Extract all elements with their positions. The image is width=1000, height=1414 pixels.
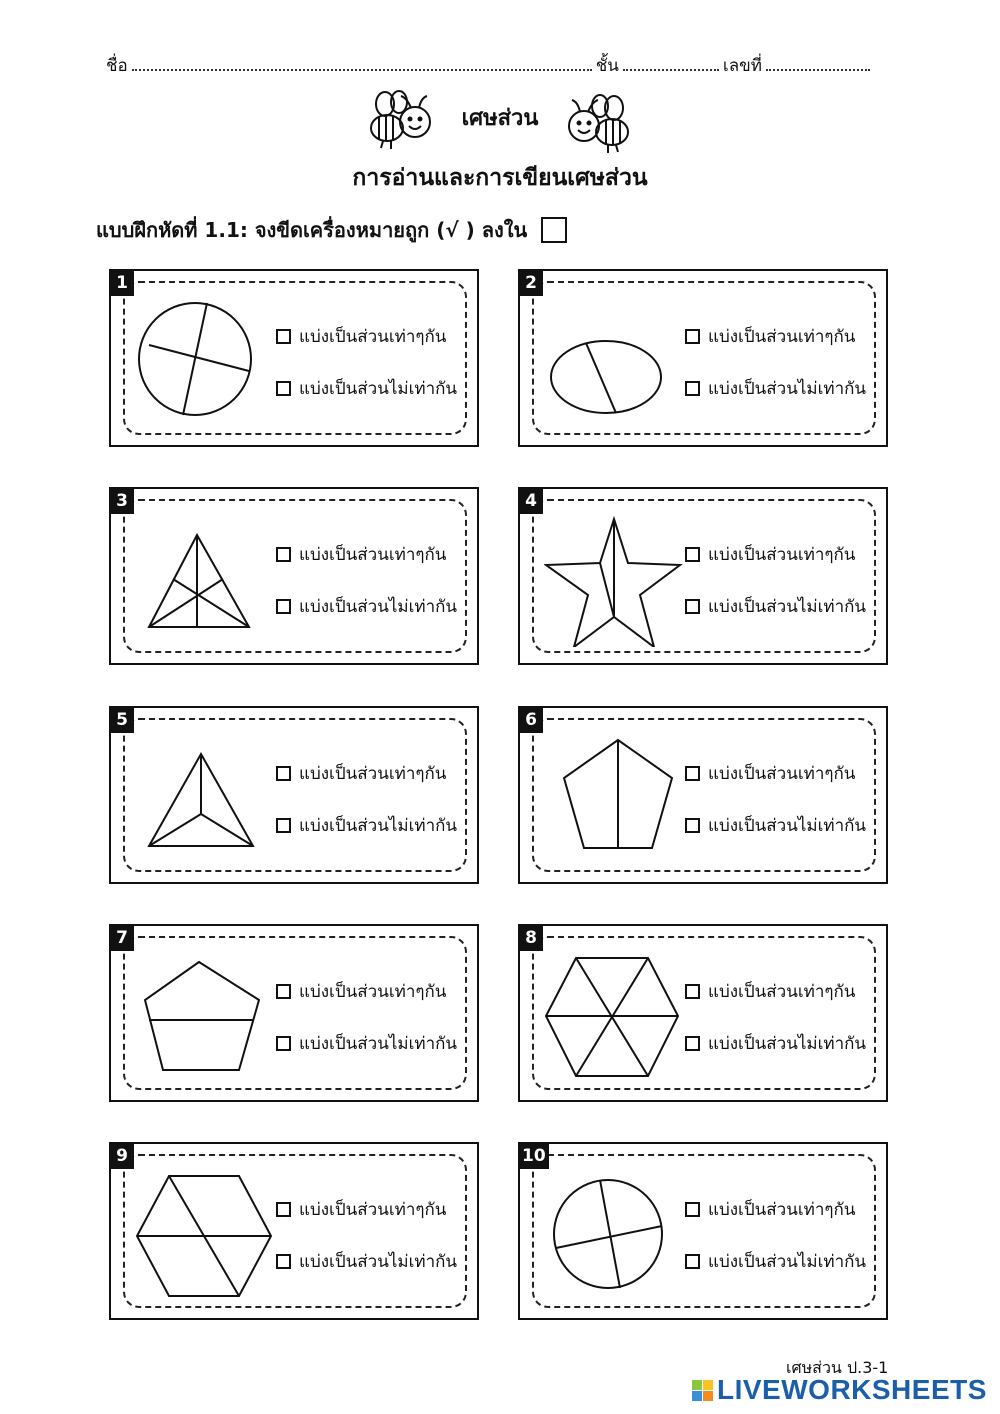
name-label: ชื่อ [106, 56, 128, 76]
exercise-card-4 [518, 487, 888, 665]
exercise-card-2 [518, 269, 888, 447]
exercise-number: 9 [110, 1143, 134, 1169]
option-equal[interactable] [276, 541, 446, 568]
option-unequal-label: แบ่งเป็นส่วนไม่เท่ากัน [299, 816, 458, 836]
exercise-card-1 [109, 269, 479, 447]
option-unequal-label: แบ่งเป็นส่วนไม่เท่ากัน [299, 597, 458, 617]
checkbox-unequal[interactable] [685, 599, 700, 614]
option-unequal[interactable] [685, 1248, 866, 1275]
exercise-card-6 [518, 706, 888, 884]
option-equal-label: แบ่งเป็นส่วนเท่าๆกัน [299, 764, 447, 784]
option-unequal-label: แบ่งเป็นส่วนไม่เท่ากัน [708, 1034, 867, 1054]
star-halves-figure [544, 511, 684, 647]
option-unequal-label: แบ่งเป็นส่วนไม่เท่ากัน [708, 1252, 867, 1272]
exercise-card-7 [109, 924, 479, 1102]
option-equal[interactable] [685, 323, 855, 350]
option-unequal[interactable] [685, 593, 866, 620]
liveworksheets-icon [692, 1380, 713, 1401]
example-checkbox-icon [541, 217, 567, 243]
option-equal-label: แบ่งเป็นส่วนเท่าๆกัน [708, 982, 856, 1002]
option-unequal[interactable] [276, 1248, 457, 1275]
instruction-text: แบบฝึกหัดที่ 1.1: จงขีดเครื่องหมายถูก (√ ) ลงใน [96, 218, 528, 242]
checkbox-unequal[interactable] [276, 818, 291, 833]
name-field[interactable] [132, 55, 592, 71]
pentagon-horizontal-split-figure [135, 948, 275, 1084]
checkbox-unequal[interactable] [685, 818, 700, 833]
option-equal[interactable] [276, 760, 446, 787]
option-equal[interactable] [276, 323, 446, 350]
checkbox-equal[interactable] [276, 984, 291, 999]
exercise-number: 4 [519, 488, 543, 514]
option-unequal[interactable] [685, 1030, 866, 1057]
checkbox-unequal[interactable] [276, 599, 291, 614]
circle-four-unequal-figure [544, 1166, 684, 1302]
exercise-number: 1 [110, 270, 134, 296]
checkbox-unequal[interactable] [276, 381, 291, 396]
exercise-card-9 [109, 1142, 479, 1320]
option-equal[interactable] [276, 1196, 446, 1223]
circle-quarters-unequal-figure [135, 293, 275, 429]
checkbox-unequal[interactable] [685, 1036, 700, 1051]
page-title: เศษส่วน [461, 106, 539, 131]
option-equal-label: แบ่งเป็นส่วนเท่าๆกัน [708, 545, 856, 565]
number-field[interactable] [766, 55, 870, 71]
option-equal-label: แบ่งเป็นส่วนเท่าๆกัน [299, 1200, 447, 1220]
exercise-card-8 [518, 924, 888, 1102]
class-label: ชั้น [595, 56, 619, 76]
triangle-six-parts-figure [135, 511, 275, 647]
checkbox-equal[interactable] [685, 547, 700, 562]
checkbox-unequal[interactable] [685, 381, 700, 396]
checkbox-equal[interactable] [276, 329, 291, 344]
hexagon-three-parts-figure [135, 1166, 275, 1302]
exercise-card-3 [109, 487, 479, 665]
option-unequal[interactable] [685, 375, 866, 402]
option-equal[interactable] [685, 978, 855, 1005]
exercise-number: 5 [110, 707, 134, 733]
option-unequal-label: แบ่งเป็นส่วนไม่เท่ากัน [299, 1034, 458, 1054]
option-equal-label: แบ่งเป็นส่วนเท่าๆกัน [299, 545, 447, 565]
option-unequal[interactable] [276, 593, 457, 620]
option-unequal-label: แบ่งเป็นส่วนไม่เท่ากัน [299, 1252, 458, 1272]
brand-name: LIVEWORKSHEETS [717, 1374, 987, 1405]
checkbox-equal[interactable] [685, 1202, 700, 1217]
option-equal[interactable] [276, 978, 446, 1005]
exercise-number: 3 [110, 488, 134, 514]
option-equal[interactable] [685, 760, 855, 787]
option-unequal[interactable] [276, 812, 457, 839]
checkbox-equal[interactable] [685, 766, 700, 781]
option-unequal-label: แบ่งเป็นส่วนไม่เท่ากัน [708, 597, 867, 617]
ellipse-diagonal-split-figure [544, 293, 684, 429]
student-info-line [106, 52, 896, 79]
checkbox-unequal[interactable] [685, 1254, 700, 1269]
option-unequal-label: แบ่งเป็นส่วนไม่เท่ากัน [708, 379, 867, 399]
class-field[interactable] [623, 55, 719, 71]
option-equal-label: แบ่งเป็นส่วนเท่าๆกัน [708, 1200, 856, 1220]
checkbox-equal[interactable] [276, 1202, 291, 1217]
exercise-number: 8 [519, 925, 543, 951]
exercise-number: 6 [519, 707, 543, 733]
pentagon-halves-figure [544, 730, 684, 866]
option-equal-label: แบ่งเป็นส่วนเท่าๆกัน [299, 982, 447, 1002]
checkbox-equal[interactable] [276, 766, 291, 781]
option-unequal[interactable] [276, 1030, 457, 1057]
option-unequal[interactable] [276, 375, 457, 402]
footer-label: เศษส่วน ป.3-1 [786, 1358, 889, 1377]
option-unequal-label: แบ่งเป็นส่วนไม่เท่ากัน [708, 816, 867, 836]
option-equal-label: แบ่งเป็นส่วนเท่าๆกัน [708, 764, 856, 784]
instruction [96, 214, 567, 246]
checkbox-unequal[interactable] [276, 1036, 291, 1051]
page-subtitle: การอ่านและการเขียนเศษส่วน [352, 165, 648, 191]
option-equal[interactable] [685, 1196, 855, 1223]
number-label: เลขที่ [722, 56, 762, 76]
option-unequal[interactable] [685, 812, 866, 839]
checkbox-equal[interactable] [685, 984, 700, 999]
exercise-card-10 [518, 1142, 888, 1320]
option-equal[interactable] [685, 541, 855, 568]
checkbox-equal[interactable] [276, 547, 291, 562]
brand-logo [692, 1374, 987, 1406]
checkbox-equal[interactable] [685, 329, 700, 344]
checkbox-unequal[interactable] [276, 1254, 291, 1269]
exercise-number: 2 [519, 270, 543, 296]
option-equal-label: แบ่งเป็นส่วนเท่าๆกัน [299, 327, 447, 347]
exercise-number: 10 [519, 1143, 549, 1169]
option-unequal-label: แบ่งเป็นส่วนไม่เท่ากัน [299, 379, 458, 399]
hexagon-six-parts-figure [544, 948, 684, 1084]
bee-right-icon [562, 92, 634, 158]
exercise-card-5 [109, 706, 479, 884]
exercise-number: 7 [110, 925, 134, 951]
option-equal-label: แบ่งเป็นส่วนเท่าๆกัน [708, 327, 856, 347]
triangle-three-parts-figure [135, 730, 275, 866]
